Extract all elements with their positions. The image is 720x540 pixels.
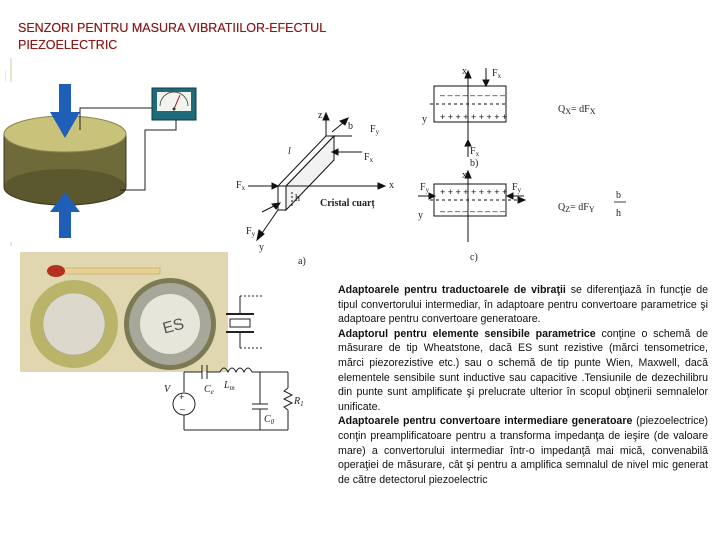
circuit-ce-label: $C_e$ [204, 384, 214, 396]
fig-a-fy-bottom-label: $F_y$ [246, 226, 256, 238]
fig-b-minus-row: – – – – – – – – – [440, 90, 506, 100]
page-title: SENZORI PENTRU MASURA VIBRATIILOR-EFECTUL PIEZOELECTRIC [18, 21, 326, 52]
svg-text:ES: ES [160, 315, 186, 338]
fig-c-x-label: x [462, 170, 467, 181]
fig-b-y-label: y [422, 114, 427, 125]
fig-a-x-label: x [389, 180, 394, 191]
fig-a-fy-label: $F_y$ [370, 124, 380, 136]
svg-text:+: + [179, 392, 185, 402]
svg-text:–: – [180, 404, 186, 414]
fig-b-fx-bottom-label: $F_x$ [470, 146, 480, 158]
circuit-r-label: $R_1$ [294, 396, 304, 408]
body-text [338, 283, 708, 487]
fig-a-h-label: h [295, 193, 300, 204]
circuit-lm-label: $L_m$ [224, 380, 235, 392]
piezo-disc-left [30, 280, 118, 368]
fig-b-fx-label: $F_x$ [492, 68, 502, 80]
fig-b-plus-row: + + + + + + + + + [440, 112, 508, 122]
fig-a-l-label: l [288, 146, 291, 157]
circuit-v-label: V [164, 384, 171, 395]
voltmeter [152, 88, 196, 120]
fig-a-crystal-label: Cristal cuarț [320, 198, 375, 209]
paragraph-3 [338, 414, 708, 487]
paragraph-1-heading: Adaptoarele pentru traductoarele de vibraţii [338, 284, 566, 296]
fig-c-caption: c) [470, 252, 478, 263]
circuit-c0-label: $C_0$ [264, 414, 275, 426]
fig-c-plus-row: + + + + + + + + + [440, 187, 508, 197]
fig-a-z-label: z [318, 110, 323, 121]
quartz-crystal-figure [232, 108, 412, 268]
paragraph-3-heading: Adaptoarele pentru convertoare intermediare generatoare [338, 415, 633, 428]
paragraph-3-text: (piezoelectrice) conţin preamplificatoare pentru a transforma impedanţa de ieşire (de valoare mare) a convertorului intermediar într-o impedanţă mai mică, convenabilă operaţiei de măsurare, cât şi pentru a amplifica semnalul de nivel mic generat de către detectorul piezoelectric [338, 415, 708, 486]
fig-a-caption: a) [298, 256, 306, 267]
fig-c-fy-right-label: $F_y$ [512, 182, 522, 194]
paragraph-2-text: conţine o schemă de măsurare de tip Wheatstone, dacă ES sunt rezistive (mărci tensometrice, mărci piezorezistive etc.) sau o schemă de tip punte Wien, Maxwell, dacă elementele sensibile sunt inductive sau capacitive .Tensiunile de dezechilibru din punte sunt amplificate şi prelucrate ulterior în scopul obţinerii semnalelor unificate. [338, 327, 708, 413]
fig-a-fx-right-label: $F_x$ [364, 152, 374, 164]
fig-c-y-label: y [418, 210, 423, 221]
fig-b-diagram [410, 62, 640, 172]
paragraph-2-heading: Adaptorul pentru elemente sensibile parametrice [338, 327, 596, 340]
fig-a-fx-left-label: $F_x$ [236, 180, 246, 192]
fig-a-b-label: b [348, 121, 353, 132]
fig-b-equation: $Q_X= dF_X$ [558, 104, 596, 116]
fig-c-frac-num: b [616, 190, 621, 201]
fig-c-diagram [410, 168, 640, 268]
fig-a-y-label: y [259, 242, 264, 253]
fig-c-fy-left-label: $F_y$ [420, 182, 430, 194]
paragraph-2 [338, 327, 708, 415]
crystal-symbol [226, 296, 264, 348]
fig-b-caption: b) [470, 158, 479, 169]
fig-c-equation: $Q_Z= dF_Y$ [558, 202, 595, 214]
paragraph-1 [338, 283, 708, 327]
fig-c-frac-den: h [616, 208, 621, 219]
fig-b-x-label: x [462, 66, 467, 77]
piezo-disk-illustration [0, 82, 215, 242]
fig-c-minus-row: – – – – – – – – – [440, 206, 506, 216]
paragraph-1-text: se diferenţiază în funcţie de tipul convertorului intermediar, în adaptoare pentru convertoare parametrice şi adaptoare pentru convertoare generatoare. [338, 284, 708, 326]
equivalent-circuit [160, 292, 310, 442]
